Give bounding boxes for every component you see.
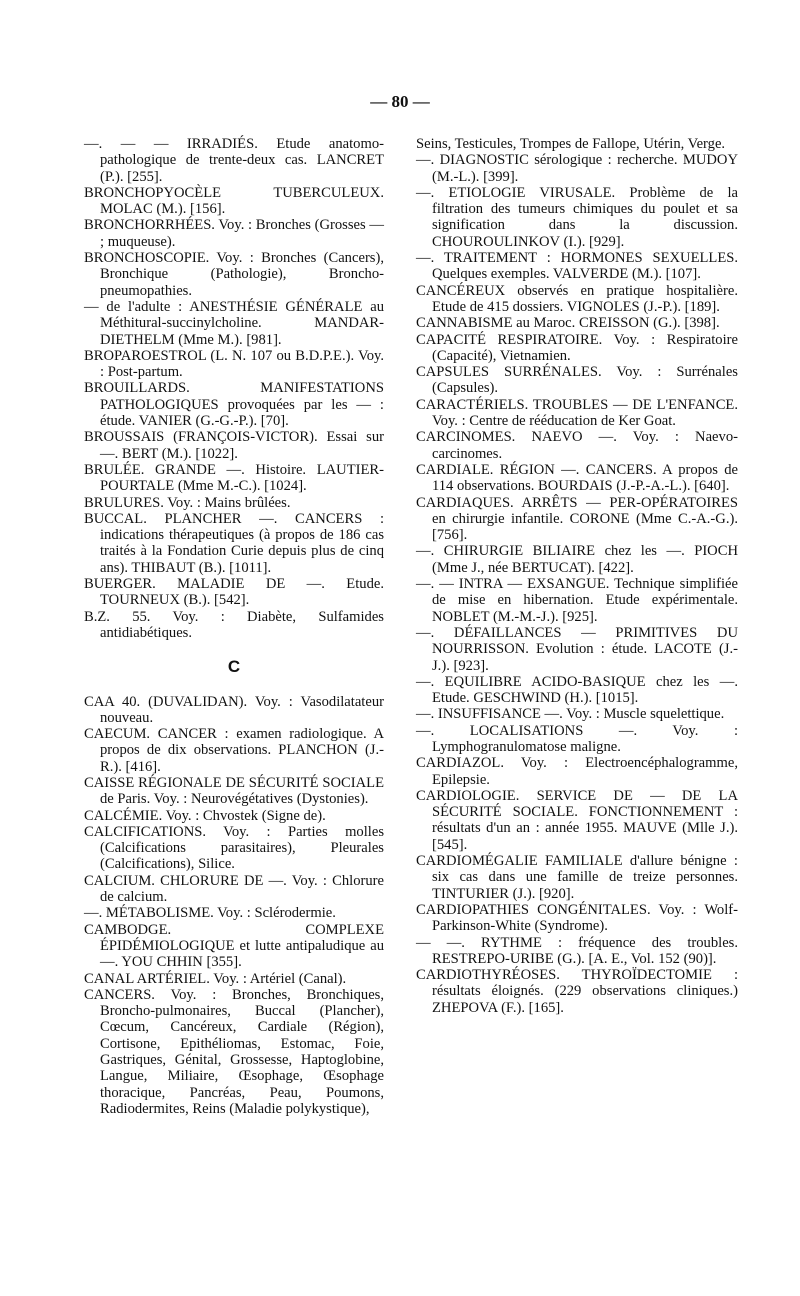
index-entry: CANAL ARTÉRIEL. Voy. : Artériel (Canal). bbox=[84, 970, 347, 987]
index-entry: —. DIAGNOSTIC sérologique : recherche. MUDOY (M.-L.). [399]. bbox=[416, 152, 738, 185]
index-entry: —. INSUFFISANCE —. Voy. : Muscle squelettique. bbox=[416, 706, 725, 723]
index-entry: BROUSSAIS (FRANÇOIS-VICTOR). Essai sur —. BERT (M.). [1022]. bbox=[84, 429, 384, 462]
index-entry: CAPACITÉ RESPIRATOIRE. Voy. : Respiratoire (Capacité), Vietnamien. bbox=[416, 331, 738, 364]
index-entry: CAECUM. CANCER : examen radiologique. A propos de dix observations. PLANCHON (J.-R.). [416]. bbox=[84, 726, 384, 775]
index-entry: CALCIUM. CHLORURE DE —. Voy. : Chlorure de calcium. bbox=[84, 872, 384, 906]
index-entry: —. ETIOLOGIE VIRUSALE. Problème de la filtration des tumeurs chimiques du poulet et sa signification dans la discussion. CHOUROULINKOV (I.). [929]. bbox=[416, 184, 738, 250]
index-entry: CANCÉREUX observés en pratique hospitalière. Etude de 415 dossiers. VIGNOLES (J.-P.). [189]. bbox=[416, 282, 738, 315]
page-number: — 80 — bbox=[370, 92, 430, 111]
index-entry: CARDIAZOL. Voy. : Electroencéphalogramme, Epilepsie. bbox=[416, 755, 738, 788]
index-entry: CARDIOMÉGALIE FAMILIALE d'allure bénigne : six cas dans une famille de treize personnes. TINTURIER (J.). [920]. bbox=[416, 853, 738, 902]
section-letter: C bbox=[227, 657, 241, 677]
index-entry: —. EQUILIBRE ACIDO-BASIQUE chez les —. Etude. GESCHWIND (H.). [1015]. bbox=[416, 673, 738, 707]
index-entry: CARCINOMES. NAEVO —. Voy. : Naevo-carcinomes. bbox=[416, 429, 738, 462]
left-entries-before bbox=[84, 136, 384, 641]
index-entry: BUCCAL. PLANCHER —. CANCERS : indications thérapeutiques (à propos de 186 cas traités à la Fondation Curie depuis plus de cinq ans). THIBAUT (B.). [1011]. bbox=[84, 510, 384, 576]
index-entry: —. DÉFAILLANCES — PRIMITIVES DU NOURRISSON. Evolution : étude. LACOTE (J.-J.). [923]. bbox=[416, 624, 738, 674]
index-entry: —. — INTRA — EXSANGUE. Technique simplifiée de mise en hibernation. Etude expérimentale. NOBLET (M.-M.-J.). [925]. bbox=[416, 576, 738, 625]
index-entry: CAA 40. (DUVALIDAN). Voy. : Vasodilatateur nouveau. bbox=[84, 693, 384, 726]
index-entry: CARDIOTHYRÉOSES. THYROÏDECTOMIE : résultats éloignés. (229 observations cliniques.) ZHEPOVA (F.). [165]. bbox=[416, 967, 738, 1016]
index-entry: —. — — IRRADIÉS. Etude anatomo-pathologique de trente-deux cas. LANCRET (P.). [255]. bbox=[84, 136, 384, 185]
index-entry: —. LOCALISATIONS —. Voy. : Lymphogranulomatose maligne. bbox=[416, 722, 738, 755]
right-entries bbox=[416, 136, 738, 1016]
index-entry: Seins, Testicules, Trompes de Fallope, Utérin, Verge. bbox=[416, 136, 726, 152]
index-entry: CANCERS. Voy. : Bronches, Bronchiques, Broncho-pulmonaires, Buccal (Plancher), Cœcum, Cancéreux, Cardiale (Région), Cortisone, Epithéliomas, Estomac, Foie, Gastriques, Génital, Grossesse, Haptoglobine, Langue, Miliaire, Œsophage, Œsophage thoracique, Pancréas, Peau, Poumons, Radiodermites, Reins (Maladie polykystique), bbox=[84, 986, 384, 1117]
index-entry: —. TRAITEMENT : HORMONES SEXUELLES. Quelques exemples. VALVERDE (M.). [107]. bbox=[416, 250, 738, 283]
left-column bbox=[84, 136, 384, 1117]
index-entry: BRONCHOSCOPIE. Voy. : Bronches (Cancers), Bronchique (Pathologie), Broncho-pneumopathies. bbox=[84, 250, 384, 299]
index-entry: CARDIOPATHIES CONGÉNITALES. Voy. : Wolf-Parkinson-White (Syndrome). bbox=[416, 901, 738, 935]
index-entry: CAISSE RÉGIONALE DE SÉCURITÉ SOCIALE de Paris. Voy. : Neurovégétatives (Dystonies). bbox=[84, 774, 384, 808]
index-entry: CALCIFICATIONS. Voy. : Parties molles (Calcifications parasitaires), Pleurales (Calcifications), Silice. bbox=[84, 823, 384, 873]
index-entry: CARACTÉRIELS. TROUBLES — DE L'ENFANCE. Voy. : Centre de rééducation de Ker Goat. bbox=[416, 396, 738, 430]
index-entry: BRONCHOPYOCÈLE TUBERCULEUX. MOLAC (M.). [156]. bbox=[84, 184, 384, 218]
index-entry: — —. RYTHME : fréquence des troubles. RESTREPO-URIBE (G.). [A. E., Vol. 152 (90)]. bbox=[416, 934, 738, 967]
index-entry: —. MÉTABOLISME. Voy. : Sclérodermie. bbox=[84, 905, 336, 922]
index-entry: CAPSULES SURRÉNALES. Voy. : Surrénales (Capsules). bbox=[416, 364, 738, 397]
right-column bbox=[416, 136, 738, 1016]
index-entry: BRULÉE. GRANDE —. Histoire. LAUTIER-POURTALE (Mme M.-C.). [1024]. bbox=[84, 461, 384, 495]
left-entries-after bbox=[84, 694, 384, 1118]
index-entry: —. CHIRURGIE BILIAIRE chez les —. PIOCH (Mme J., née BERTUCAT). [422]. bbox=[416, 543, 738, 576]
index-entry: CAMBODGE. COMPLEXE ÉPIDÉMIOLOGIQUE et lutte antipaludique au —. YOU CHHIN [355]. bbox=[84, 921, 384, 971]
index-entry: CALCÉMIE. Voy. : Chvostek (Signe de). bbox=[84, 807, 326, 824]
index-entry: CARDIALE. RÉGION —. CANCERS. A propos de 114 observations. BOURDAIS (J.-P.-A.-L.). [640]. bbox=[416, 461, 738, 495]
index-entry: B.Z. 55. Voy. : Diabète, Sulfamides antidiabétiques. bbox=[84, 608, 384, 641]
index-entry: — de l'adulte : ANESTHÉSIE GÉNÉRALE au Méthitural-succinylcholine. MANDAR-DIETHELM (Mme M.). [981]. bbox=[84, 298, 384, 348]
index-entry: CARDIOLOGIE. SERVICE DE — DE LA SÉCURITÉ SOCIALE. FONCTIONNEMENT : résultats d'un an : année 1955. MAUVE (Mlle J.). [545]. bbox=[416, 787, 738, 853]
index-entry: BRONCHORRHÉES. Voy. : Bronches (Grosses — ; muqueuse). bbox=[84, 217, 384, 250]
index-entry: CANNABISME au Maroc. CREISSON (G.). [398]. bbox=[416, 315, 720, 332]
index-entry: BRULURES. Voy. : Mains brûlées. bbox=[84, 494, 291, 511]
index-entry: BROPAROESTROL (L. N. 107 ou B.D.P.E.). Voy. : Post-partum. bbox=[84, 347, 384, 381]
index-entry: BROUILLARDS. MANIFESTATIONS PATHOLOGIQUES provoquées par les — : étude. VANIER (G.-G.-P.). [70]. bbox=[84, 380, 384, 430]
index-entry: CARDIAQUES. ARRÊTS — PER-OPÉRATOIRES en chirurgie infantile. CORONE (Mme C.-A.-G.). [756]. bbox=[416, 494, 738, 544]
index-entry: BUERGER. MALADIE DE —. Etude. TOURNEUX (B.). [542]. bbox=[84, 576, 384, 609]
